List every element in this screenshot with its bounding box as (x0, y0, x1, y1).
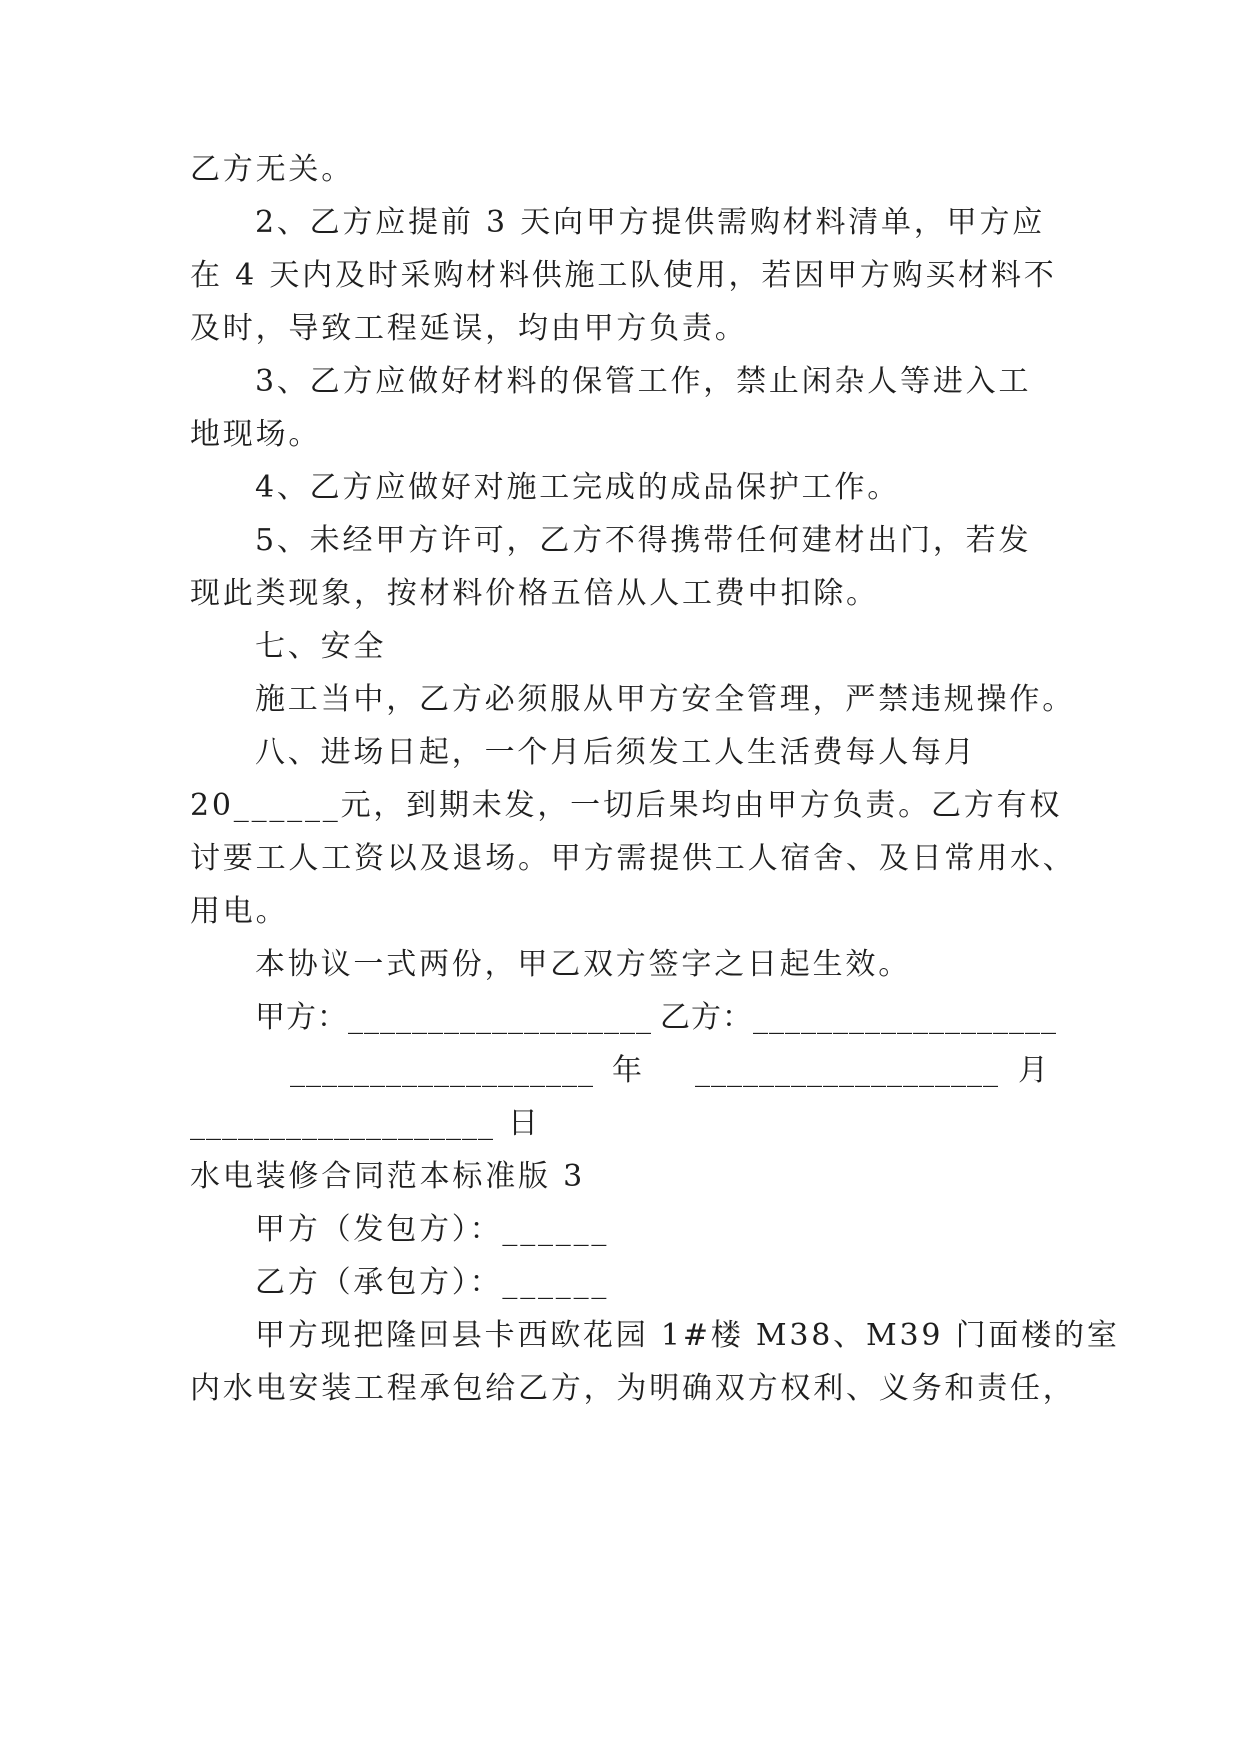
paragraph-line: 5、未经甲方许可，乙方不得携带任何建材出门，若发 (255, 523, 1032, 558)
party-b-signature-field: 乙方：___________________ (660, 1000, 1057, 1035)
paragraph-line: 甲方现把隆回县卡西欧花园 1#楼 M38、M39 门面楼的室 (255, 1318, 1120, 1353)
paragraph-line: 用电。 (190, 894, 289, 929)
day-label: 日 (508, 1106, 539, 1141)
section-heading: 七、安全 (255, 629, 387, 664)
year-blank: ___________________ (290, 1053, 594, 1088)
paragraph-line: 内水电安装工程承包给乙方，为明确双方权利、义务和责任， (190, 1371, 1076, 1406)
paragraph-line: 地现场。 (190, 417, 322, 452)
paragraph-line: 3、乙方应做好材料的保管工作，禁止闲杂人等进入工 (255, 364, 1032, 399)
paragraph-line: 八、进场日起，一个月后须发工人生活费每人每月 (255, 735, 977, 770)
paragraph-line: 及时，导致工程延误，均由甲方负责。 (190, 311, 748, 346)
paragraph-line: 20______元，到期未发，一切后果均由甲方负责。乙方有权 (190, 788, 1063, 823)
section-title: 水电装修合同范本标准版 3 (190, 1159, 586, 1194)
month-label: 月 (1018, 1053, 1049, 1088)
paragraph-line: 2、乙方应提前 3 天向甲方提供需购材料清单，甲方应 (255, 205, 1046, 240)
paragraph-line: 乙方无关。 (190, 152, 354, 187)
month-blank: ___________________ (695, 1053, 999, 1088)
day-blank: ___________________ (190, 1106, 494, 1141)
paragraph-line: 讨要工人工资以及退场。甲方需提供工人宿舍、及日常用水、 (190, 841, 1076, 876)
paragraph-line: 在 4 天内及时采购材料供施工队使用，若因甲方购买材料不 (190, 258, 1057, 293)
paragraph-line: 本协议一式两份，甲乙双方签字之日起生效。 (255, 947, 911, 982)
party-a-line: 甲方（发包方）：______ (255, 1212, 610, 1247)
year-label: 年 (612, 1053, 643, 1088)
paragraph-line: 4、乙方应做好对施工完成的成品保护工作。 (255, 470, 901, 505)
party-a-signature-field: 甲方：___________________ (255, 1000, 652, 1035)
party-b-line: 乙方（承包方）：______ (255, 1265, 610, 1300)
paragraph-line: 施工当中，乙方必须服从甲方安全管理，严禁违规操作。 (255, 682, 1075, 717)
paragraph-line: 现此类现象，按材料价格五倍从人工费中扣除。 (190, 576, 879, 611)
